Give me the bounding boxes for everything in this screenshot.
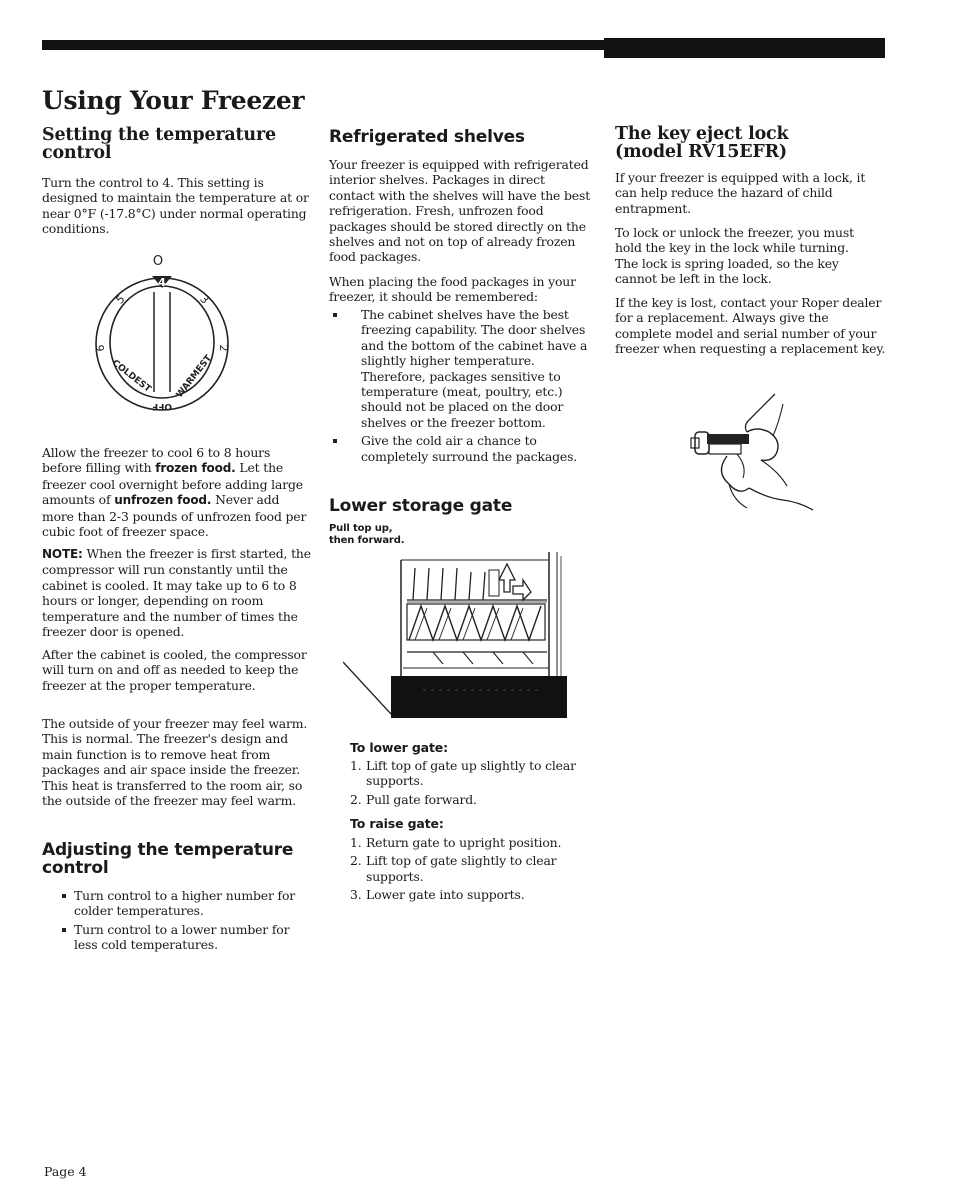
list-item: Turn control to a higher number for colder temperatures.	[58, 888, 314, 919]
setting-warm-para: The outside of your freezer may feel warm. This is normal. The freezer's design and main function is to remove heat from packages and air space inside the freezer. This heat is transferred to the room air, so the outside of the freezer may feel warm.	[42, 716, 308, 809]
step-text: Lower gate into supports.	[366, 887, 525, 903]
raise-gate-steps	[350, 835, 591, 903]
setting-heading	[42, 126, 276, 162]
lock-intro: If your freezer is equipped with a lock, it can help reduce the hazard of child entrapment.	[615, 170, 866, 216]
list-item: 1. Lift top of gate up slightly to clear supports.	[350, 758, 576, 789]
adjusting-list	[58, 888, 314, 953]
lock-lost-key: If the key is lost, contact your Roper dealer for a replacement. Always give the complete model and serial number of your freezer when requesting a replacement key.	[615, 295, 886, 357]
cooling-text-3: Never add more than 2-3 pounds of unfrozen food per cubic foot of freezer space.	[42, 492, 307, 540]
cooling-text-1: Allow the freezer to cool 6 to 8 hours before filling with	[42, 445, 271, 476]
dial-off-label: OFF	[152, 401, 172, 411]
dial-number-6: 6	[94, 344, 107, 352]
list-item: Give the cold air a chance to completely surround the packages.	[329, 433, 591, 464]
temperature-dial	[90, 252, 232, 418]
note-label: NOTE:	[42, 547, 83, 561]
setting-heading-line2: control	[42, 143, 112, 163]
page-title: Using Your Freezer	[42, 86, 305, 115]
gate-heading: Lower storage gate	[329, 496, 513, 516]
list-item: 1. Return gate to upright position.	[350, 835, 562, 850]
header-tab	[604, 38, 885, 58]
adjusting-heading	[42, 841, 293, 877]
list-item: 2. Pull gate forward.	[350, 791, 477, 807]
lower-gate-heading: To lower gate:	[350, 740, 448, 755]
dial-warmest-label: WARMEST	[174, 353, 215, 401]
dial-number-5: 5	[113, 292, 128, 307]
list-item: The cabinet shelves have the best freezing capability. The door shelves and the bottom of the cabinet have a slightly higher temperature. Therefore, packages sensitive to temperature (meat, poultry, etc.) should not be placed on the door shelves or the freezer bottom.	[329, 307, 591, 430]
step-text: Pull gate forward.	[366, 791, 477, 807]
setting-heading-line1: Setting the temperature	[42, 125, 276, 145]
setting-cooling-para	[42, 445, 312, 539]
lock-heading	[615, 125, 788, 161]
dial-number-3: 3	[197, 292, 212, 307]
shelves-intro: Your freezer is equipped with refrigerated interior shelves. Packages in direct contact with the shelves will have the best refrigeration. Fresh, unfrozen food packages should be stored directly on the shelves and not on top of already frozen food packages.	[329, 157, 591, 265]
note-text: When the freezer is first started, the compressor will run constantly until the cabinet is cooled. It may take up to 6 to 8 hours or longer, depending on room temperature and the number of times the freezer door is opened.	[42, 546, 311, 640]
adjusting-heading-line1: Adjusting the temperature	[42, 840, 294, 860]
step-text: Return gate to upright position.	[366, 835, 562, 850]
storage-gate-illustration	[343, 552, 571, 722]
dial-coldest-label: COLDEST	[109, 358, 153, 395]
shelves-heading: Refrigerated shelves	[329, 127, 525, 147]
setting-compressor-para: After the cabinet is cooled, the compressor will turn on and off as needed to keep the freezer at the proper temperature.	[42, 647, 307, 693]
dial-number-2: 2	[217, 344, 230, 352]
page-number: Page 4	[44, 1164, 87, 1179]
lock-usage: To lock or unlock the freezer, you must hold the key in the lock while turning. The lock is spring loaded, so the key cannot be left in the lock.	[615, 225, 854, 287]
list-item: 2. Lift top of gate slightly to clear supports.	[350, 853, 557, 884]
cooling-text-2: Let the freezer cool overnight before adding large amounts of	[42, 460, 303, 508]
list-item: Turn control to a lower number for less cold temperatures.	[58, 922, 314, 953]
step-text: Lift top of gate up slightly to clear supports.	[366, 758, 576, 789]
lock-heading-line1: The key eject lock	[615, 124, 789, 144]
lower-gate-steps	[350, 758, 591, 807]
dial-o-label: O	[152, 254, 164, 269]
shelves-remember: When placing the food packages in your freezer, it should be remembered:	[329, 274, 576, 305]
setting-intro: Turn the control to 4. This setting is designed to maintain the temperature at or near 0°F (-17.8°C) under normal operating conditions.	[42, 175, 309, 237]
cooling-bold-unfrozen: unfrozen food.	[114, 493, 212, 508]
gate-caption-line2: then forward.	[329, 535, 405, 546]
gate-caption	[329, 523, 404, 547]
step-text: Lift top of gate slightly to clear supports.	[366, 853, 557, 884]
dial-number-4: 4	[158, 276, 166, 289]
setting-note	[42, 546, 312, 639]
shelves-list	[329, 307, 591, 464]
key-lock-illustration	[687, 392, 817, 514]
raise-gate-heading: To raise gate:	[350, 816, 444, 831]
gate-caption-line1: Pull top up,	[329, 523, 393, 534]
list-item: 3. Lower gate into supports.	[350, 887, 525, 903]
lock-heading-line2: (model RV15EFR)	[615, 142, 788, 162]
adjusting-heading-line2: control	[42, 858, 109, 878]
cooling-bold-frozen: frozen food.	[155, 461, 236, 476]
